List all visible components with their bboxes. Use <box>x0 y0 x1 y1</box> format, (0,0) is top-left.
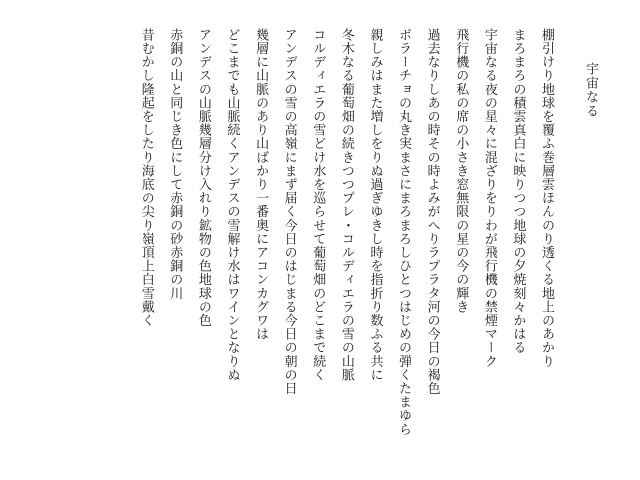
verse-line: 親しみはまた増しをりぬ過ぎゆきし時を指折り数ふる共に <box>367 28 383 382</box>
verse-line: アンデスの雪の高嶺にまず届く今日のはじまる今日の朝の日 <box>281 28 297 396</box>
verse-line: 棚引けり地球を覆ふ巻層雲ほんのり透くる地上のあかり <box>539 28 554 368</box>
verse-line: 冬木なる葡萄畑の続きつつプレ・コルディエラの雪の山脈 <box>338 28 354 382</box>
poem-body <box>131 28 560 468</box>
verse-line: まろまろの積雲真白に映りつつ地球の夕焼刻々かはる <box>510 28 526 355</box>
verse-line: コルディエラの雪どけ水を巡らせて葡萄畑のどこまで続く <box>310 28 326 382</box>
verse-line: 昔むかし隆起をしたり海底の尖り嶺頂上白雪戴く <box>138 28 154 328</box>
verse-line: ボラーチョの丸き実まさにまろまろしひとつはじめの弾くたまゆら <box>396 28 412 436</box>
poem-title: 宇宙なる <box>583 62 598 118</box>
verse-line: 赤銅の山と同じき色にして赤銅の砂赤銅の川 <box>167 28 183 300</box>
verse-line: アンデスの山脈幾層分け入れり鉱物の色地球の色 <box>195 28 211 328</box>
verse-line: どこまでも山脈続くアンデスの雪解け水はワインとなりぬ <box>224 28 240 382</box>
verse-line: 過去なりしあの時その時よみがへりラプラタ河の今日の褐色 <box>424 28 440 396</box>
verse-line: 幾層に山脈のあり山ばかり一番奥にアコンカグワは <box>253 28 269 341</box>
verse-line: 宇宙なる夜の星々に混ざりをりわが飛行機の禁煙マーク <box>481 28 497 368</box>
verse-line: 飛行機の私の席の小さき窓無限の星の今の輝き <box>453 28 469 314</box>
